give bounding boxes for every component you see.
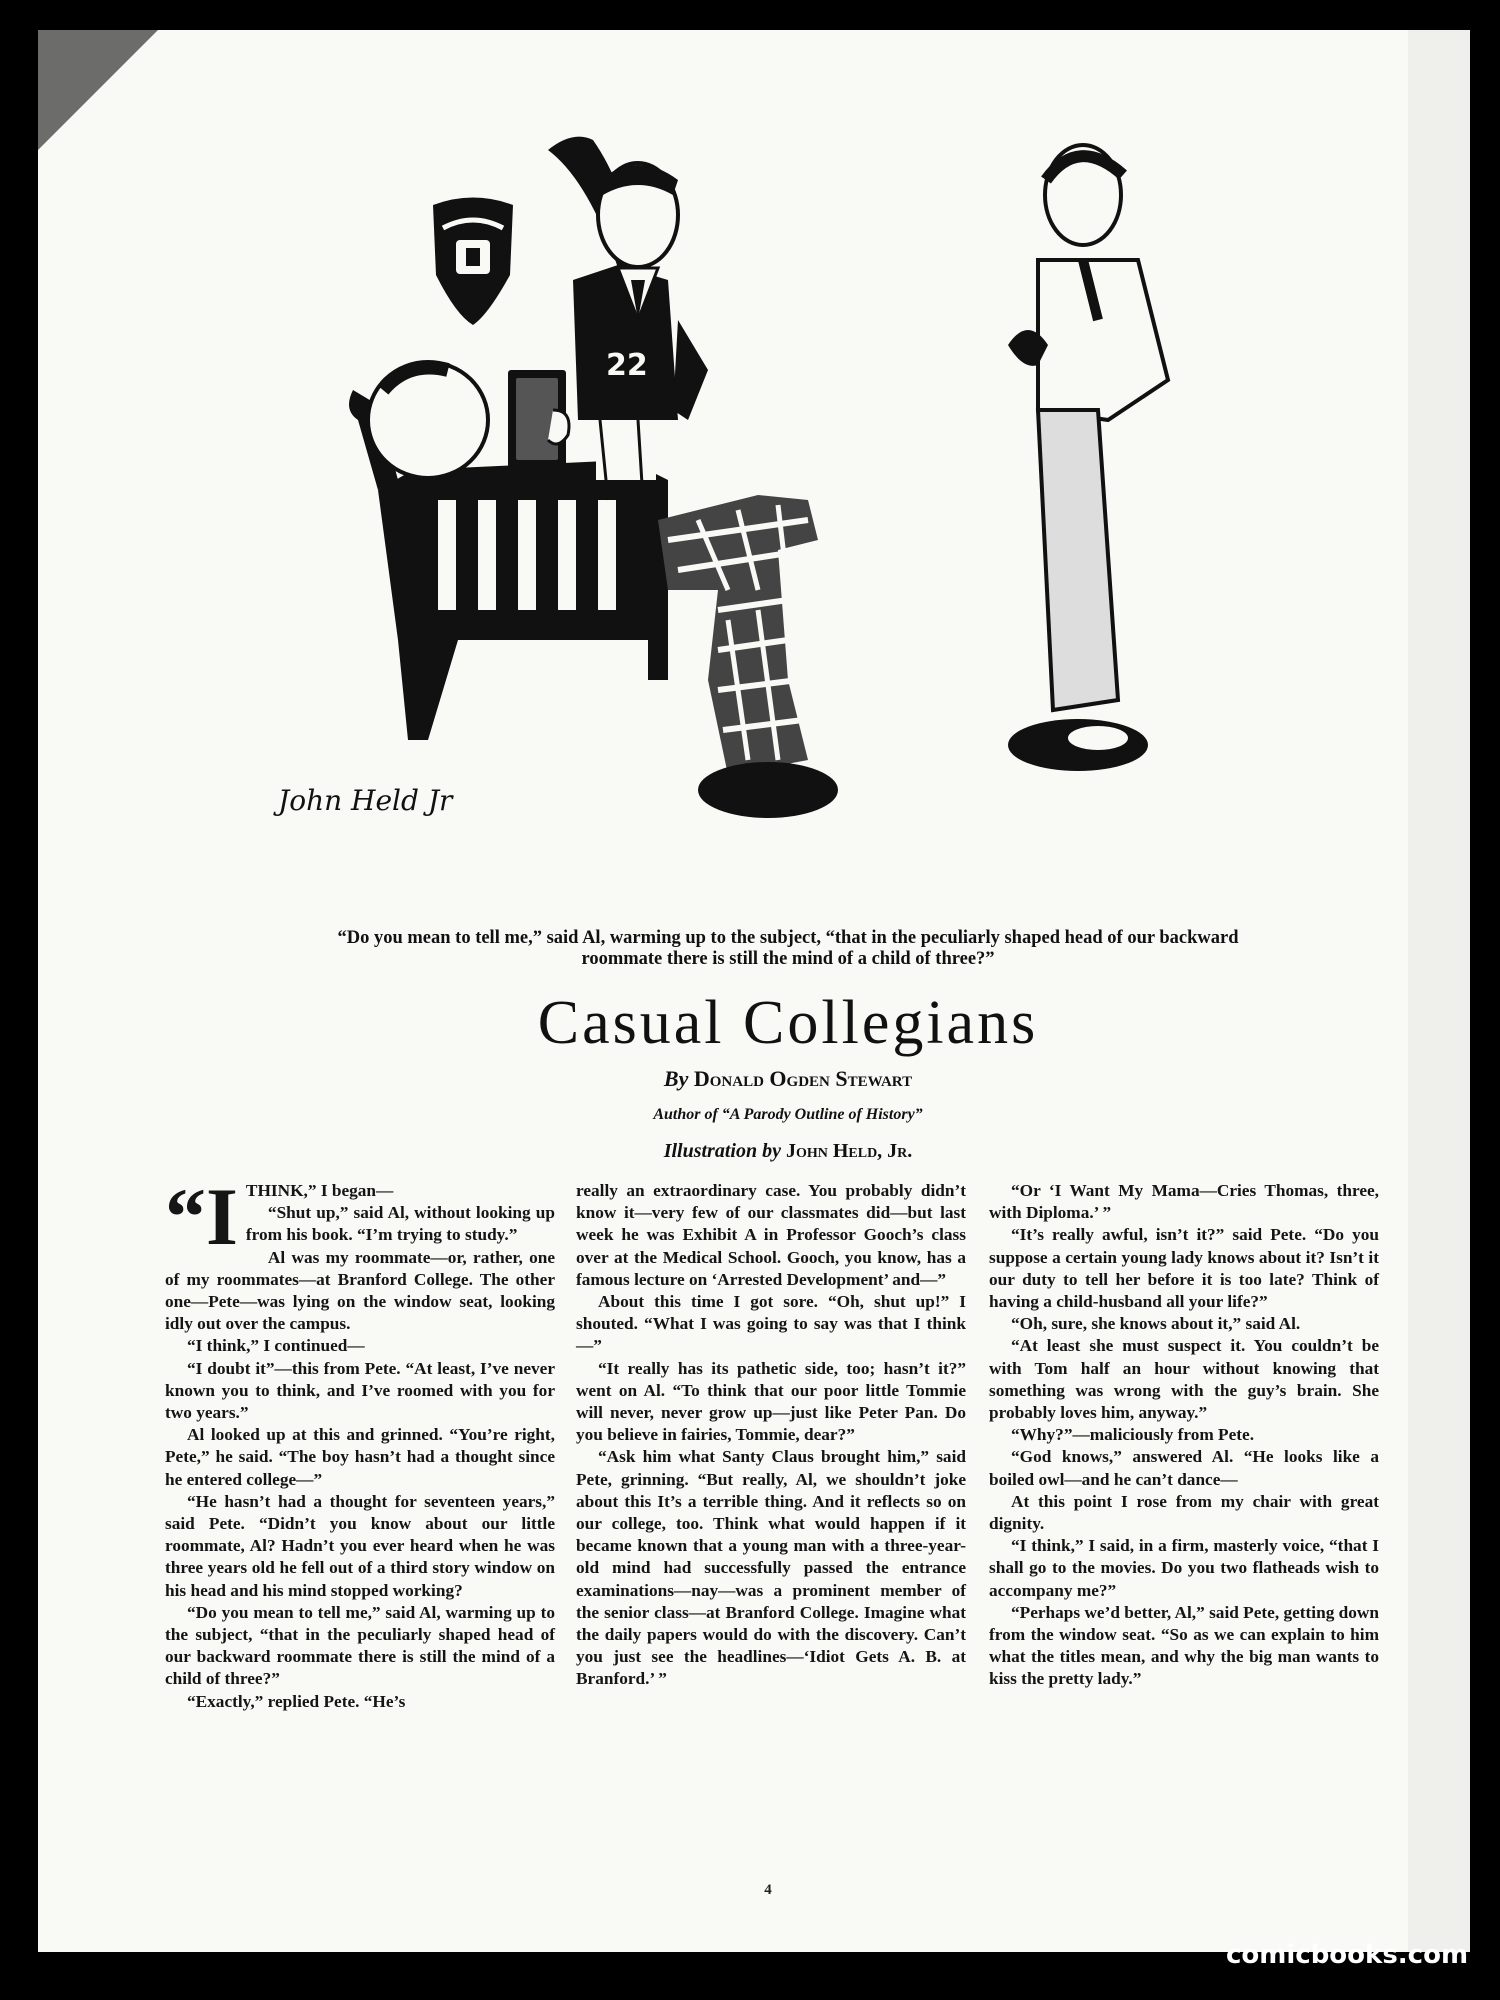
drop-cap: “I xyxy=(165,1171,238,1262)
paragraph: “Oh, sure, she knows about it,” said Al. xyxy=(1011,1314,1301,1334)
standing-student-tom xyxy=(548,137,708,500)
article-title: Casual Collegians xyxy=(537,989,1039,1057)
paragraph: “At least she must suspect it. You couldn’t be with Tom half an hour without knowing that something was wrong with the guy’s brain. She probably loves him, anyway.” xyxy=(989,1336,1379,1423)
paragraph: “It really has its pathetic side, too; hasn’t it?” went on Al. “To think that our poor little Tommie will never, never grow up—just like Peter Pan. Do you believe in fairies, Tommie, dear?” xyxy=(576,1358,966,1445)
illustration-caption: “Do you mean to tell me,” said Al, warming up to the subject, “that in the peculiarly shaped head of our backward roommate there is still the mind of a child of three?” xyxy=(337,928,1239,969)
paragraph: “I think,” I said, in a firm, masterly voice, “that I shall go to the movies. Do you two flatheads wish to accompany me?” xyxy=(989,1536,1379,1600)
paragraph: “God knows,” answered Al. “He looks like a boiled owl—and he can’t dance— xyxy=(989,1447,1379,1489)
illustration-credit-prefix: Illustration by xyxy=(663,1140,781,1162)
sweater-number: 22 xyxy=(606,348,648,383)
watermark: comicbooks.com xyxy=(1226,1940,1469,1970)
illustration-credit xyxy=(238,1140,1338,1163)
armchair xyxy=(378,460,668,740)
paragraph: “Ask him what Santy Claus brought him,” said Pete, grinning. “But really, Al, we shouldn’t joke about this It’s a terrible thing. And it reflects so on our college, too. Think what would happen if it became known that a young man with a three-year-old mind had successfully passed the entrance examinations—nay—was a prominent member of the senior class—at Branford College. Imagine what the daily papers would do with the discovery. Can’t you just see the headlines—‘Idiot Gets A. B. at Branford.’ ” xyxy=(576,1447,966,1689)
paragraph: At this point I rose from my chair with great dignity. xyxy=(989,1491,1379,1534)
artist-signature: John Held Jr xyxy=(278,784,453,817)
paragraph: THINK,” I began— xyxy=(245,1181,394,1200)
page-number: 4 xyxy=(764,1882,772,1898)
text-column-2 xyxy=(576,1180,966,1691)
text-column-1 xyxy=(165,1171,555,1713)
next-page-edge xyxy=(1408,30,1470,1952)
folded-corner xyxy=(38,30,158,150)
paragraph: “I doubt it”—this from Pete. “At least, I’ve never known you to think, and I’ve roomed with you for two years.” xyxy=(165,1358,555,1423)
paragraph: “He hasn’t had a thought for seventeen years,” said Pete. “Didn’t you know about our little roommate, Al? Hadn’t you ever heard when he was three years old he fell out of a third story window on his head and his mind stopped working? xyxy=(165,1491,555,1600)
text-column-3 xyxy=(989,1180,1379,1691)
paragraph: “Shut up,” said Al, without looking up from his book. “I’m trying to study.” xyxy=(245,1203,555,1245)
author-name: Donald Ogden Stewart xyxy=(693,1066,913,1091)
paragraph: “Perhaps we’d better, Al,” said Pete, getting down from the window seat. “So as we can explain to him what the titles mean, and why the big man wants to kiss the pretty lady.” xyxy=(989,1602,1380,1689)
paragraph: “Do you mean to tell me,” said Al, warming up to the subject, “that in the peculiarly shaped head of our backward roommate there is still the mind of a child of three?” xyxy=(165,1602,555,1689)
paragraph: “Exactly,” replied Pete. “He’s xyxy=(187,1691,406,1711)
magazine-page xyxy=(38,30,1444,1952)
standing-man-pete xyxy=(1008,145,1168,771)
author-note: Author of “A Parody Outline of History” xyxy=(653,1106,923,1123)
paragraph: About this time I got sore. “Oh, shut up!” I shouted. “What I was going to say was that I think—” xyxy=(576,1292,966,1356)
paragraph: “It’s really awful, isn’t it?” said Pete. “Do you suppose a certain young lady knows about it? Isn’t it our duty to tell her before it is too late? Think of having a child-husband all your life?” xyxy=(989,1225,1379,1312)
paragraph: “Why?”—maliciously from Pete. xyxy=(1011,1425,1255,1445)
paragraph: Al was my roommate—or, rather, one of my roommates—at Branford College. The other one—Pete—was lying on the window seat, looking idly out over the campus. xyxy=(165,1247,555,1334)
byline xyxy=(238,1066,1338,1092)
paragraph: “I think,” I continued— xyxy=(187,1336,365,1356)
shoe xyxy=(698,762,838,818)
cartoon-illustration xyxy=(278,120,1288,920)
paragraph: Al looked up at this and grinned. “You’re right, Pete,” he said. “The boy hasn’t had a thought since he entered college—” xyxy=(165,1425,555,1489)
paragraph: really an extraordinary case. You probably didn’t know it—very few of our classmates did—but last week he was Exhibit A in Professor Gooch’s class over at the Medical School. Gooch, you know, has a famous lecture on ‘Arrested Development’ and—” xyxy=(576,1181,966,1289)
paragraph: “Or ‘I Want My Mama—Cries Thomas, three, with Diploma.’ ” xyxy=(989,1181,1379,1223)
illustrator-name: John Held, Jr. xyxy=(785,1140,913,1162)
byline-prefix: By xyxy=(663,1066,689,1091)
